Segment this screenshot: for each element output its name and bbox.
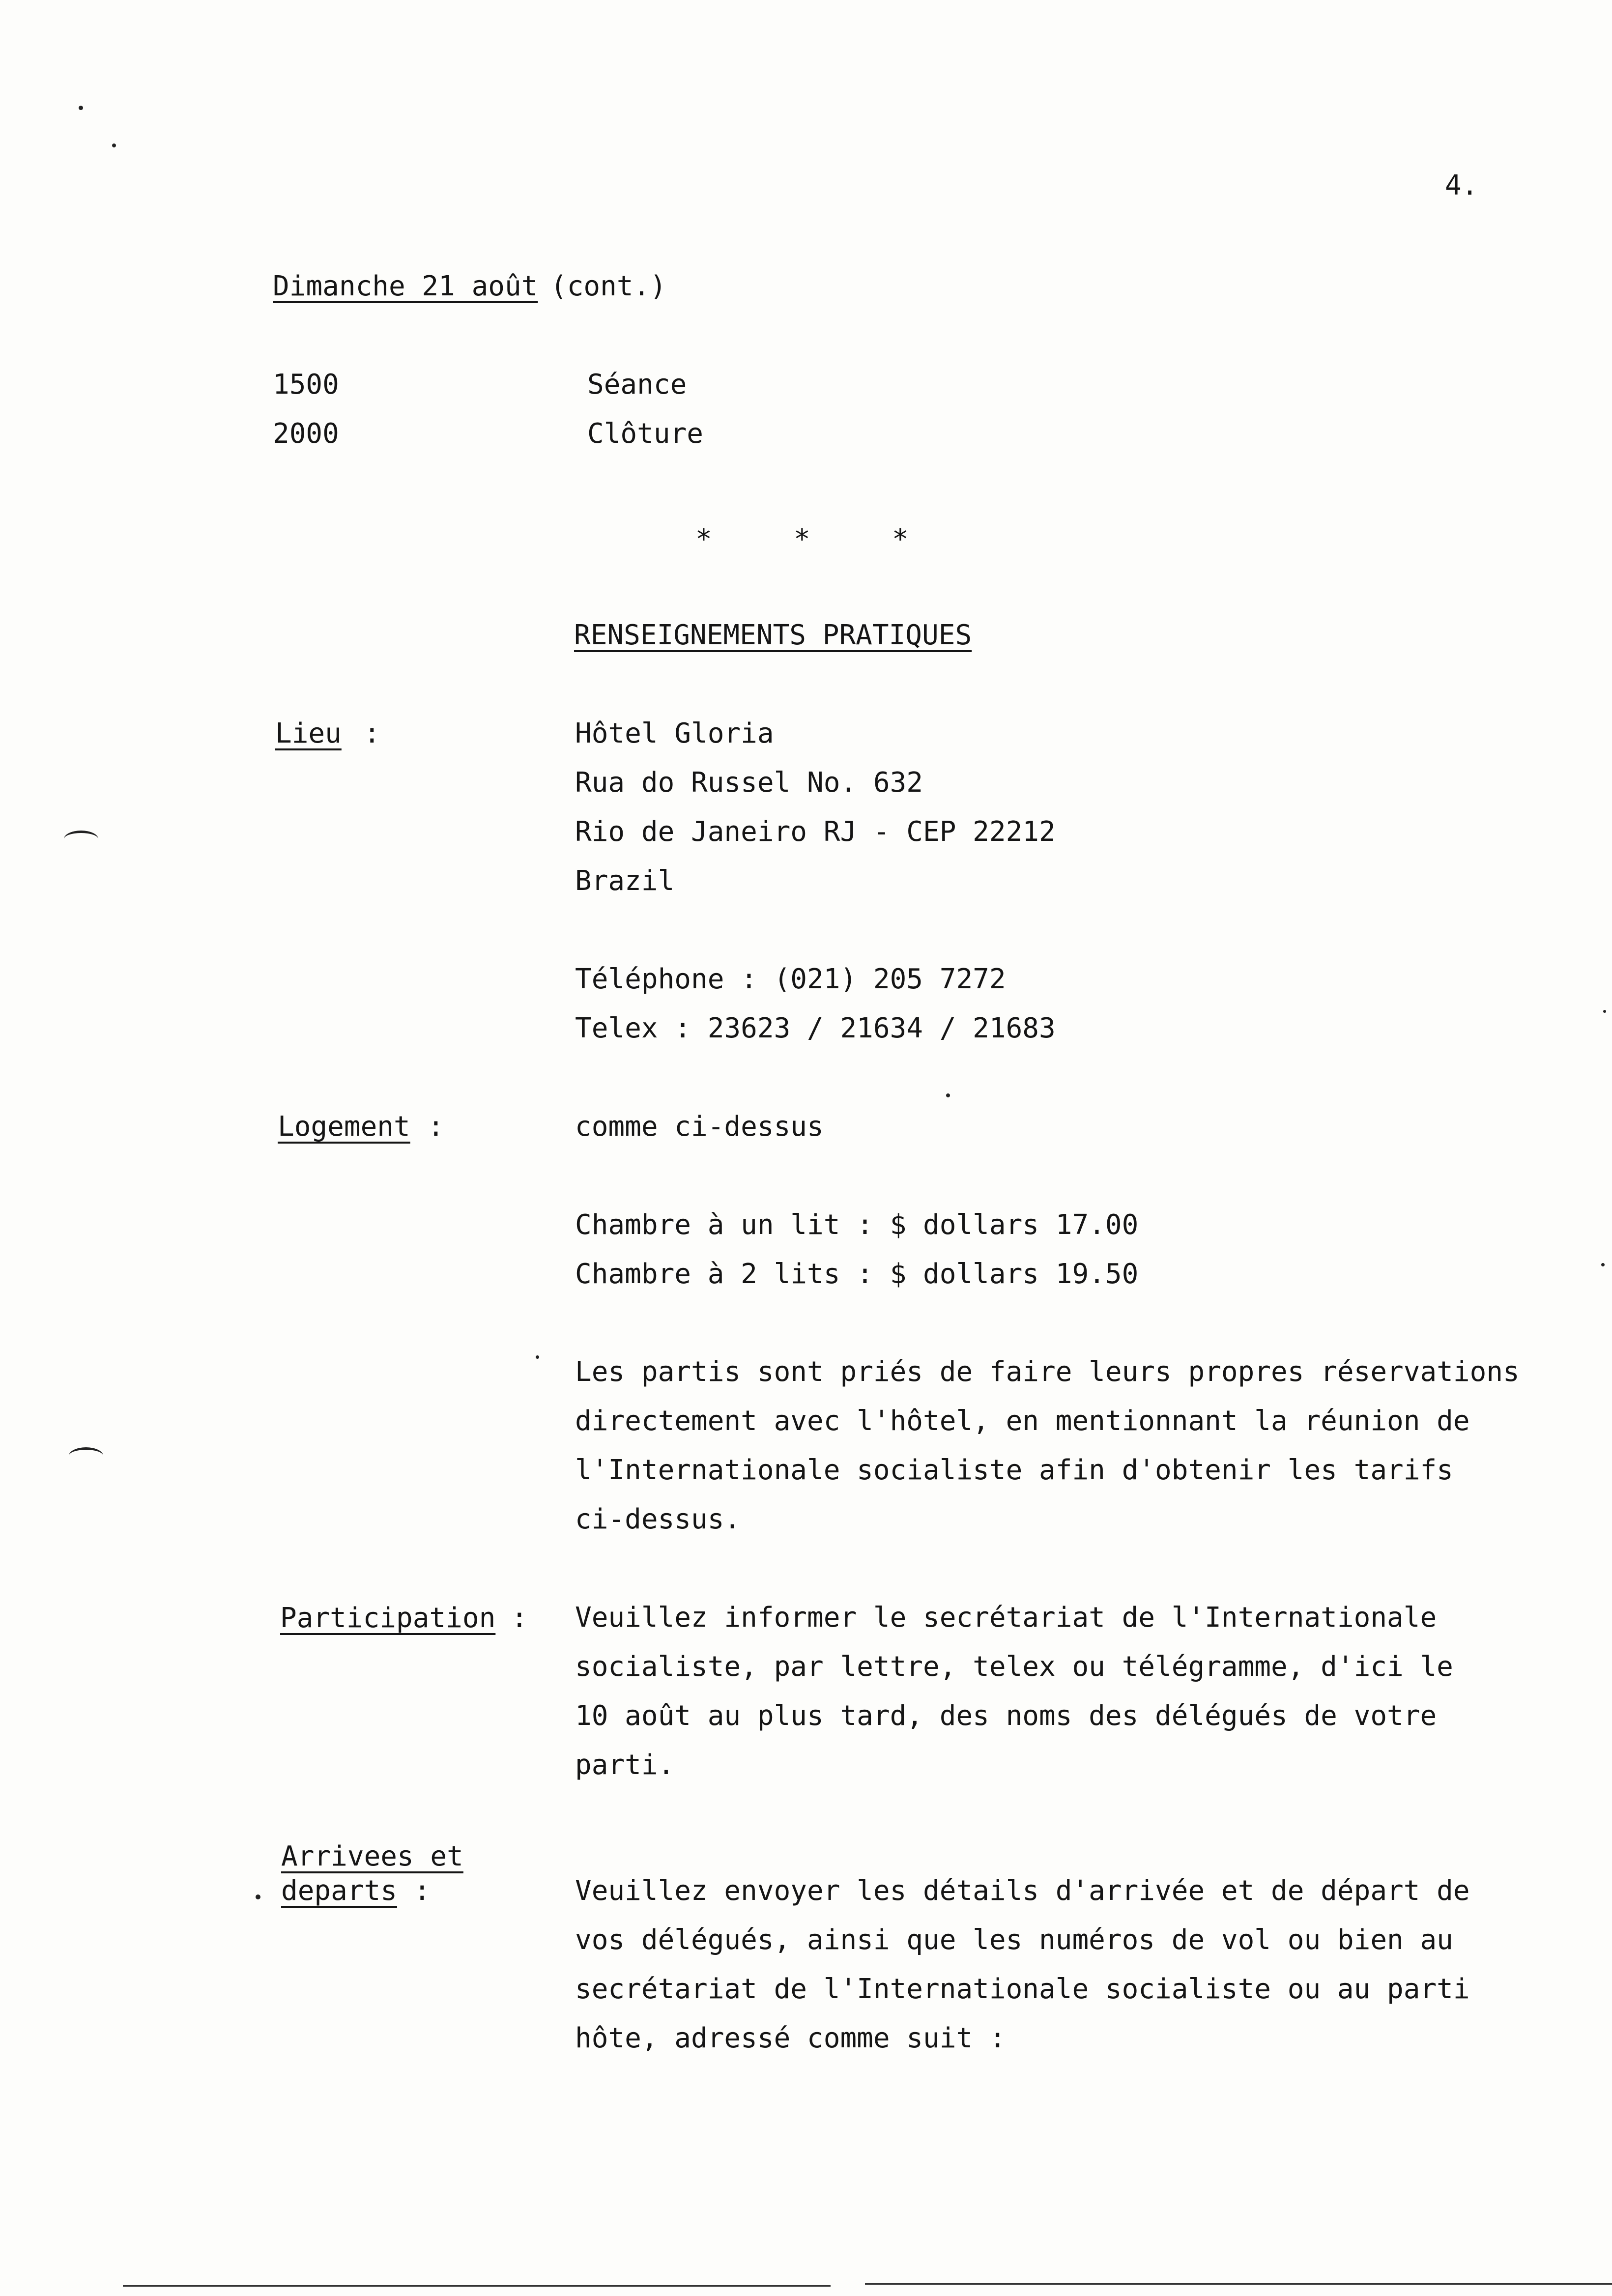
room-rate: Chambre à un lit : $ dollars 17.00 xyxy=(575,1209,1139,1241)
address-line: Hôtel Gloria xyxy=(575,718,774,749)
logement-colon: : xyxy=(428,1111,444,1143)
room-rate: Chambre à 2 lits : $ dollars 19.50 xyxy=(575,1258,1139,1290)
date-heading: Dimanche 21 août xyxy=(273,270,538,302)
scan-speck xyxy=(946,1093,950,1097)
scan-edge-line xyxy=(865,2283,1612,2285)
logement-label: Logement xyxy=(278,1111,410,1143)
address-line: Rio de Janeiro RJ - CEP 22212 xyxy=(575,816,1056,848)
scan-edge-line xyxy=(123,2285,831,2287)
scan-speck xyxy=(112,144,116,147)
participation-colon: : xyxy=(511,1602,528,1634)
scan-speck xyxy=(79,106,83,110)
scan-mark xyxy=(69,1447,103,1464)
telex: Telex : 23623 / 21634 / 21683 xyxy=(575,1012,1056,1044)
address-line: Rua do Russel No. 632 xyxy=(575,767,923,799)
date-heading-cont: (cont.) xyxy=(550,270,667,302)
scan-speck xyxy=(536,1355,539,1359)
lieu-label: Lieu xyxy=(275,718,342,749)
schedule-event: Clôture xyxy=(587,418,704,450)
separator-star: * xyxy=(892,523,909,555)
schedule-time: 2000 xyxy=(273,418,339,450)
scan-speck xyxy=(256,1894,260,1899)
participation-label: Participation xyxy=(280,1602,496,1634)
arrivees-label-line1: Arrivees et xyxy=(281,1840,463,1872)
arrivees-text: Veuillez envoyer les détails d'arrivée et de départ de vos délégués, ainsi que les numéros de vol ou bien au secrétariat de l'Internationale socialiste ou au parti hôte, adressé comme suit : xyxy=(575,1875,1470,2054)
scan-mark xyxy=(64,831,98,848)
logement-line: comme ci-dessus xyxy=(575,1111,824,1143)
schedule-event: Séance xyxy=(587,369,687,401)
telephone: Téléphone : (021) 205 7272 xyxy=(575,963,1006,995)
reservation-note: Les partis sont priés de faire leurs propres réservations directement avec l'hôtel, en mentionnant la réunion de l'Internationale socialiste afin d'obtenir les tarifs ci-dessus. xyxy=(575,1356,1520,1535)
address-line: Brazil xyxy=(575,865,675,897)
participation-text: Veuillez informer le secrétariat de l'Internationale socialiste, par lettre, telex ou télégramme, d'ici le 10 août au plus tard, des noms des délégués de votre parti. xyxy=(575,1602,1453,1781)
lieu-colon: : xyxy=(364,718,380,749)
scan-speck xyxy=(1603,1010,1606,1013)
section-title: RENSEIGNEMENTS PRATIQUES xyxy=(574,619,972,651)
separator-star: * xyxy=(794,523,810,555)
scan-speck xyxy=(1601,1263,1605,1266)
arrivees-colon: : xyxy=(414,1875,431,1907)
arrivees-label-line2: departs xyxy=(281,1875,398,1907)
page-number: 4. xyxy=(1445,170,1478,201)
schedule-time: 1500 xyxy=(273,369,339,401)
separator-star: * xyxy=(695,523,712,555)
